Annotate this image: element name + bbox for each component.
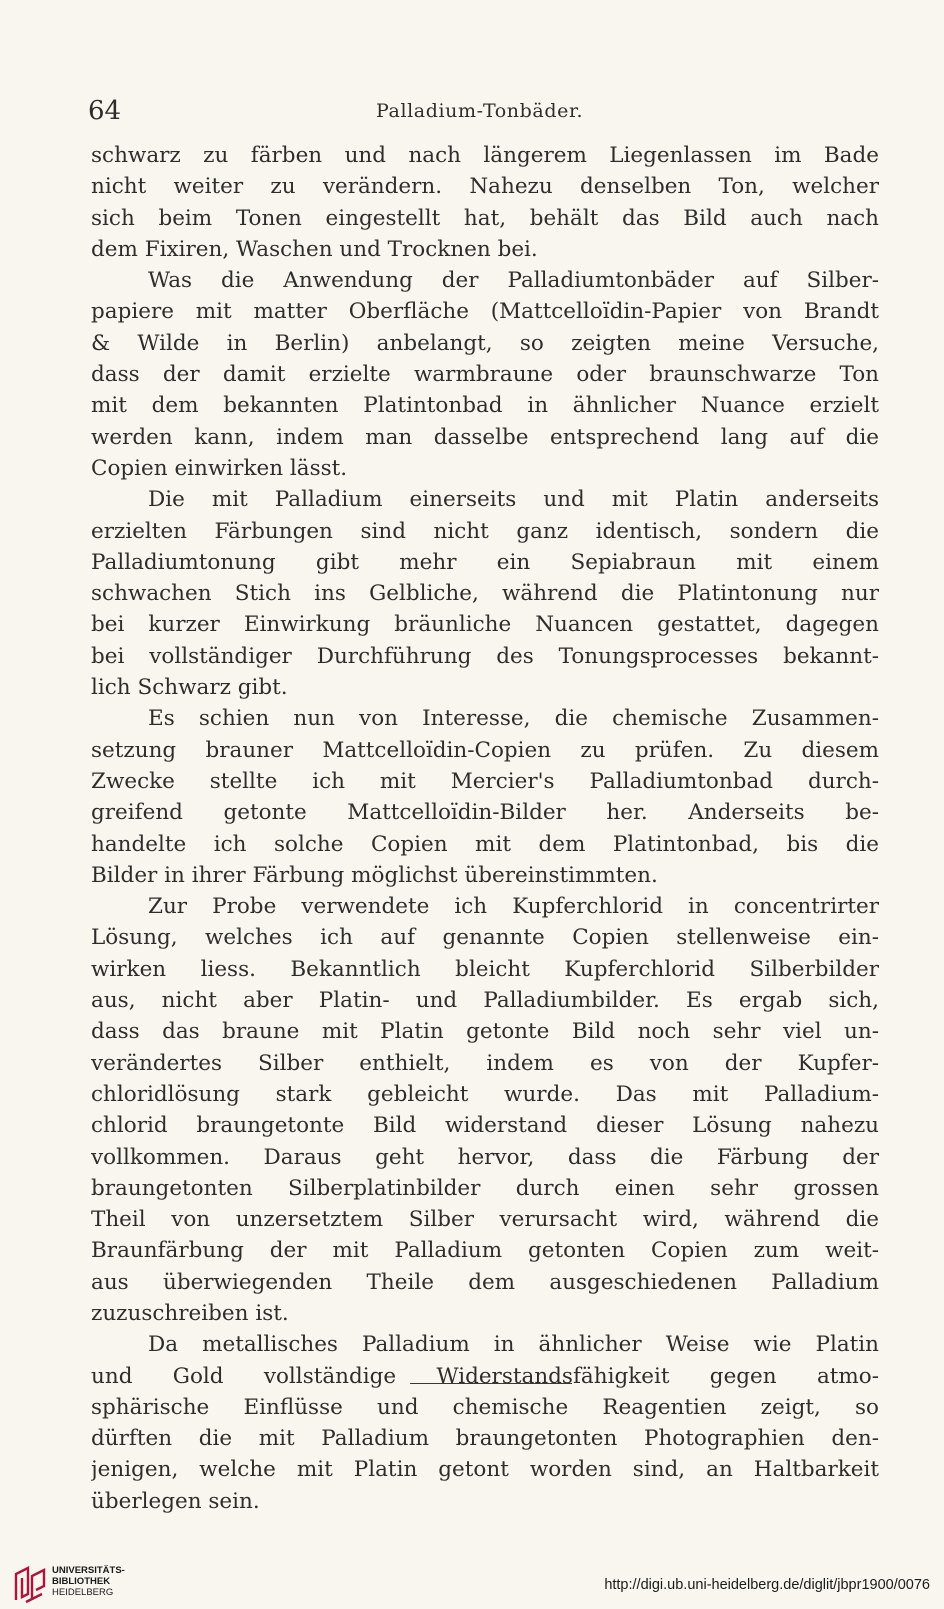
text-line: lich Schwarz gibt. <box>91 675 288 701</box>
text-line: Braunfärbung der mit Palladium getonten Copien zum weit- <box>91 1238 879 1264</box>
text-line: verändertes Silber enthielt, indem es von der Kupfer- <box>91 1050 879 1076</box>
paragraph <box>91 484 879 703</box>
text-line: bei vollständiger Durchführung des Tonungsprocesses bekannt- <box>91 643 879 669</box>
text-line: aus überwiegenden Theile dem ausgeschiedenen Palladium <box>91 1269 879 1295</box>
page-number: 64 <box>88 96 122 126</box>
university-library-logo-icon[interactable] <box>12 1564 48 1604</box>
text-line: Theil von unzersetztem Silber verursacht wird, während die <box>91 1207 879 1233</box>
text-line: sphärische Einflüsse und chemische Reagentien zeigt, so <box>91 1394 879 1420</box>
text-line: bei kurzer Einwirkung bräunliche Nuancen gestattet, dagegen <box>91 612 879 638</box>
page-footer <box>0 1560 944 1609</box>
text-line: dass der damit erzielte warmbraune oder braunschwarze Ton <box>91 362 879 388</box>
text-line: wirken liess. Bekanntlich bleicht Kupferchlorid Silberbilder <box>91 956 879 982</box>
text-line: mit dem bekannten Platintonbad in ähnlicher Nuance erzielt <box>91 393 879 419</box>
text-line: dürften die mit Palladium braungetonten Photographien den- <box>91 1426 879 1452</box>
text-line: Zwecke stellte ich mit Mercier's Palladiumtonbad durch- <box>91 768 879 794</box>
text-line: greifend getonte Mattcelloïdin-Bilder her. Anderseits be- <box>91 800 879 826</box>
text-line: Zur Probe verwendete ich Kupferchlorid in concentrirter <box>148 894 879 920</box>
text-line: vollkommen. Daraus geht hervor, dass die Färbung der <box>91 1144 879 1170</box>
text-line: dem Fixiren, Waschen und Trocknen bei. <box>91 236 538 262</box>
text-line: zuzuschreiben ist. <box>91 1300 289 1326</box>
text-line: Es schien nun von Interesse, die chemische Zusammen- <box>148 706 879 732</box>
text-line: nicht weiter zu verändern. Nahezu denselben Ton, welcher <box>91 174 879 200</box>
text-line: chloridlösung stark gebleicht wurde. Das mit Palladium- <box>91 1081 879 1107</box>
library-name-line-3: HEIDELBERG <box>52 1587 114 1598</box>
library-name-line-1: UNIVERSITÄTS- <box>52 1565 125 1576</box>
paragraph <box>91 265 879 484</box>
body-text <box>91 140 879 1517</box>
text-line: jenigen, welche mit Platin getont worden sind, an Haltbarkeit <box>91 1457 879 1483</box>
paragraph <box>91 1329 879 1517</box>
text-line: setzung brauner Mattcelloïdin-Copien zu prüfen. Zu diesem <box>91 737 879 763</box>
text-line: Bilder in ihrer Färbung möglichst übereinstimmten. <box>91 862 658 888</box>
source-url-link[interactable]: http://digi.ub.uni-heidelberg.de/diglit/jbpr1900/0076 <box>604 1577 930 1593</box>
text-line: chlorid braungetonte Bild widerstand dieser Lösung nahezu <box>91 1113 879 1139</box>
text-line: Copien einwirken lässt. <box>91 455 348 481</box>
paragraph <box>91 703 879 891</box>
page-header <box>88 96 878 136</box>
running-title: Palladium-Tonbäder. <box>376 100 584 122</box>
text-line: überlegen sein. <box>91 1488 260 1514</box>
text-line: schwachen Stich ins Gelbliche, während die Platintonung nur <box>91 581 879 607</box>
library-name-line-2: BIBLIOTHEK <box>52 1576 111 1587</box>
text-line: Die mit Palladium einerseits und mit Platin anderseits <box>148 487 879 513</box>
text-line: Da metallisches Palladium in ähnlicher Weise wie Platin <box>148 1332 879 1358</box>
text-line: schwarz zu färben und nach längerem Liegenlassen im Bade <box>91 143 879 168</box>
text-line: Lösung, welches ich auf genannte Copien stellenweise ein- <box>91 925 879 951</box>
text-line: und Gold vollständige Widerstandsfähigkeit gegen atmo- <box>91 1363 879 1389</box>
text-line: & Wilde in Berlin) anbelangt, so zeigten meine Versuche, <box>91 330 879 356</box>
text-line: werden kann, indem man dasselbe entsprechend lang auf die <box>91 424 879 450</box>
library-name <box>52 1565 125 1598</box>
paragraph <box>91 140 879 265</box>
text-line: dass das braune mit Platin getonte Bild noch sehr viel un- <box>91 1019 879 1045</box>
text-line: aus, nicht aber Platin- und Palladiumbilder. Es ergab sich, <box>91 988 879 1014</box>
text-line: sich beim Tonen eingestellt hat, behält das Bild auch nach <box>91 205 879 231</box>
text-line: handelte ich solche Copien mit dem Platintonbad, bis die <box>91 831 879 857</box>
text-line: braungetonten Silberplatinbilder durch einen sehr grossen <box>91 1175 879 1201</box>
text-line: Was die Anwendung der Palladiumtonbäder auf Silber- <box>148 268 879 294</box>
text-line: erzielten Färbungen sind nicht ganz identisch, sondern die <box>91 518 879 544</box>
text-line: papiere mit matter Oberfläche (Mattcelloïdin-Papier von Brandt <box>91 299 879 325</box>
text-line: Palladiumtonung gibt mehr ein Sepiabraun mit einem <box>91 549 879 575</box>
paragraph <box>91 891 879 1329</box>
end-rule <box>410 1383 572 1384</box>
